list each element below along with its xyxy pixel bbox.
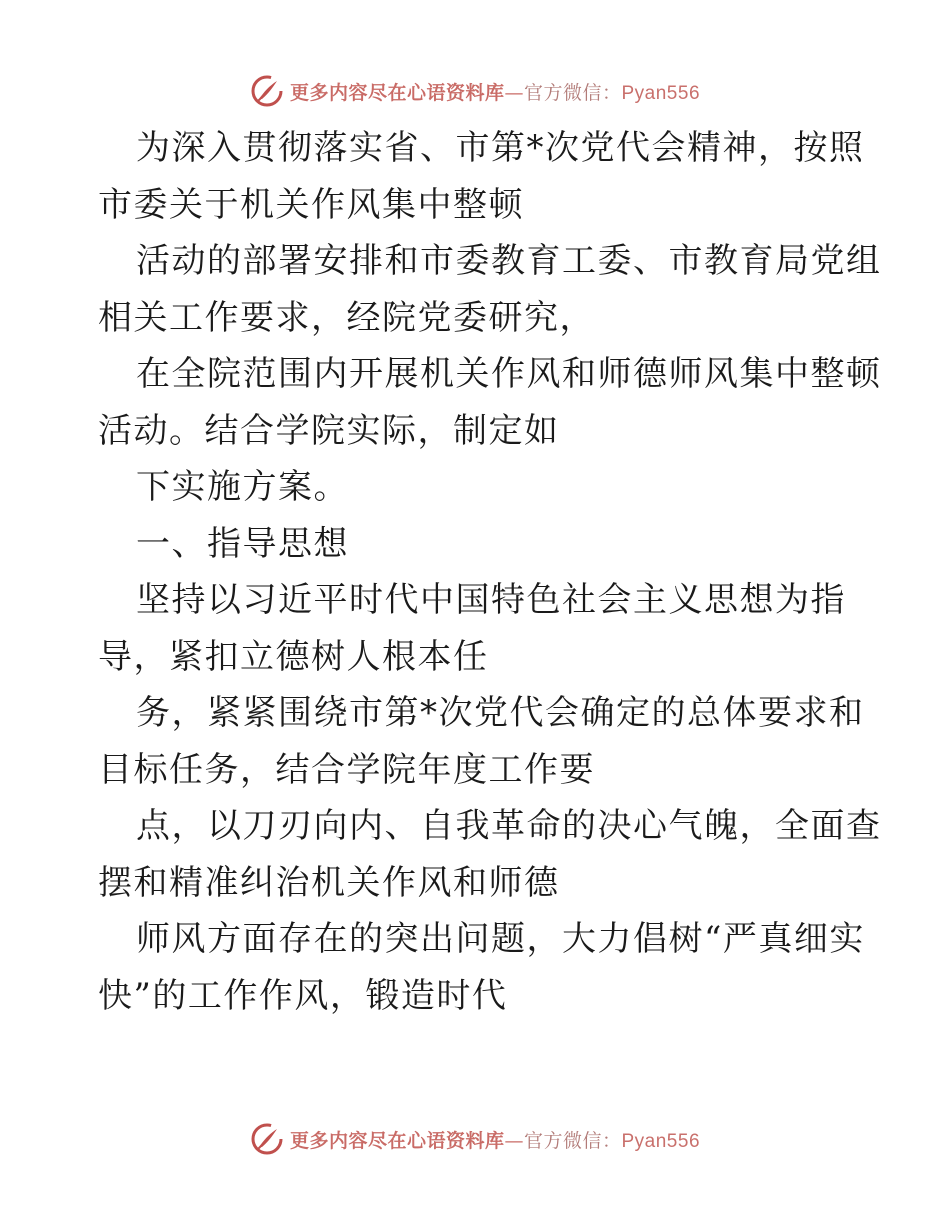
text-line: 导，紧扣立德树人根本任: [98, 636, 489, 677]
text-line: 点，以刀刃向内、自我革命的决心气魄，全面查: [136, 806, 882, 846]
banner-title: 更多内容尽在心语资料库: [289, 81, 505, 104]
text-line: 活动的部署安排和市委教育工委、市教育局党组: [136, 241, 882, 281]
text-line: 市委关于机关作风集中整顿: [98, 184, 524, 225]
text-line: 一、指导思想: [136, 523, 349, 564]
text-line: 坚持以习近平时代中国特色社会主义思想为指: [136, 580, 846, 620]
text-line: 快”的工作作风，锻造时代: [98, 975, 508, 1016]
text-line: 在全院范围内开展机关作风和师德师风集中整顿: [136, 354, 882, 394]
text-line: 为深入贯彻落实省、市第*次党代会精神，按照: [136, 128, 865, 168]
quill-logo-icon: [250, 74, 284, 108]
banner-wechat-label: 官方微信：: [523, 81, 622, 104]
banner-wechat-id: Pyan556: [621, 82, 701, 104]
banner-title: 更多内容尽在心语资料库: [289, 1129, 505, 1152]
document-body: [98, 120, 882, 1024]
text-line: 活动。结合学院实际，制定如: [98, 410, 560, 451]
page-header-banner: [0, 71, 950, 111]
page-footer-banner: [0, 1119, 950, 1159]
text-line: 相关工作要求，经院党委研究，: [98, 297, 595, 338]
text-line: 目标任务，结合学院年度工作要: [98, 749, 595, 790]
text-line: 摆和精准纠治机关作风和师德: [98, 862, 560, 903]
text-line: 务，紧紧围绕市第*次党代会确定的总体要求和: [136, 693, 865, 733]
quill-logo-icon: [250, 1122, 284, 1156]
banner-wechat-id: Pyan556: [621, 1130, 701, 1152]
text-line: 师风方面存在的突出问题，大力倡树“严真细实: [136, 919, 865, 959]
banner-text: [290, 1126, 700, 1153]
banner-dash: —: [504, 81, 524, 104]
banner-dash: —: [504, 1129, 524, 1152]
banner-text: [290, 78, 700, 105]
text-line: 下实施方案。: [136, 467, 349, 507]
banner-wechat-label: 官方微信：: [523, 1129, 622, 1152]
